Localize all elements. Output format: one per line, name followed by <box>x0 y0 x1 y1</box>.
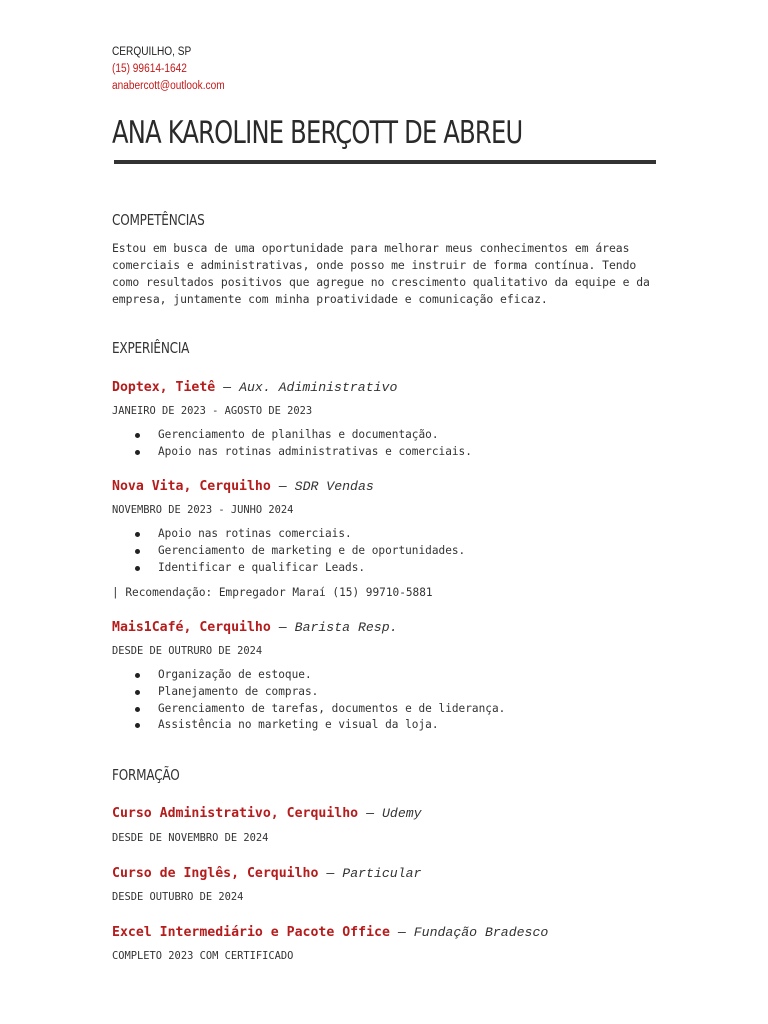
bullet-icon <box>135 450 140 455</box>
bullet-icon <box>135 433 140 438</box>
bullet-icon <box>135 673 140 678</box>
education-dash: — <box>326 866 335 881</box>
bullet-icon <box>135 566 140 571</box>
bullet-icon <box>135 532 140 537</box>
education-heading <box>112 924 548 942</box>
job-heading <box>112 619 398 637</box>
education-institution: Particular <box>342 866 422 881</box>
job-company: Doptex, Tietê <box>112 380 216 395</box>
job-recommendation: | Recomendação: Empregador Maraí (15) 99710-5881 <box>112 586 433 599</box>
job-dash: — <box>223 380 232 395</box>
bullet-text: Planejamento de compras. <box>158 684 319 698</box>
job-date: DESDE DE OUTRURO DE 2024 <box>112 645 263 657</box>
job-dash: — <box>278 620 287 635</box>
bullet-icon <box>135 549 140 554</box>
skills-line: comerciais e administrativas, onde posso me instruir de forma contínua. Tendo <box>112 258 637 272</box>
job-heading <box>112 478 374 496</box>
list-item <box>130 543 465 560</box>
list-item <box>130 701 505 718</box>
bullet-text: Organização de estoque. <box>158 668 312 681</box>
list-item <box>130 684 505 701</box>
education-date: COMPLETO 2023 COM CERTIFICADO <box>112 950 294 962</box>
job-date: NOVEMBRO DE 2023 - JUNHO 2024 <box>112 504 294 516</box>
job-company: Nova Vita, Cerquilho <box>112 479 271 494</box>
job-bullets <box>130 427 472 461</box>
bullet-text: Gerenciamento de tarefas, documentos e de liderança. <box>158 701 506 715</box>
education-date: DESDE OUTUBRO DE 2024 <box>112 891 244 903</box>
skills-line: Estou em busca de uma oportunidade para melhorar meus conhecimentos em áreas <box>112 241 630 255</box>
job-role: Barista Resp. <box>294 620 398 635</box>
education-date: DESDE DE NOVEMBRO DE 2024 <box>112 832 269 844</box>
list-item <box>130 667 505 684</box>
skills-line: como resultados positivos que agregue no crescimento qualitativo da equipe e da <box>112 275 650 289</box>
list-item <box>130 526 465 543</box>
skills-paragraph <box>112 240 672 308</box>
education-course: Curso de Inglês, Cerquilho <box>112 866 319 881</box>
education-heading <box>112 865 421 883</box>
job-dash: — <box>278 479 287 494</box>
education-dash: — <box>366 806 375 821</box>
skills-line: empresa, juntamente com minha proatividade e comunicação eficaz. <box>112 292 548 306</box>
job-date: JANEIRO DE 2023 - AGOSTO DE 2023 <box>112 405 313 417</box>
contact-block <box>112 44 225 95</box>
bullet-icon <box>135 723 140 728</box>
job-company: Mais1Café, Cerquilho <box>112 620 271 635</box>
job-role: Aux. Adiministrativo <box>239 380 398 395</box>
education-course: Excel Intermediário e Pacote Office <box>112 925 390 940</box>
section-title-experience: EXPERIÊNCIA <box>112 339 190 357</box>
name-divider <box>114 160 656 164</box>
list-item <box>130 560 465 577</box>
list-item <box>130 717 505 734</box>
list-item <box>130 444 472 461</box>
job-role: SDR Vendas <box>294 479 374 494</box>
education-course: Curso Administrativo, Cerquilho <box>112 806 359 821</box>
bullet-text: Gerenciamento de planilhas e documentação. <box>158 428 439 441</box>
bullet-icon <box>135 690 140 695</box>
contact-email[interactable]: anabercott@outlook.com <box>112 80 225 92</box>
job-bullets <box>130 526 465 576</box>
list-item <box>130 427 472 444</box>
job-bullets <box>130 667 505 734</box>
bullet-text: Apoio nas rotinas administrativas e comerciais. <box>158 444 472 458</box>
section-title-education: FORMAÇÃO <box>112 766 180 784</box>
education-institution: Fundação Bradesco <box>413 925 549 940</box>
education-dash: — <box>397 925 406 940</box>
bullet-text: Identificar e qualificar Leads. <box>158 560 366 574</box>
candidate-name: ANA KAROLINE BERÇOTT DE ABREU <box>112 115 523 151</box>
job-heading <box>112 379 397 397</box>
bullet-text: Gerenciamento de marketing e de oportunidades. <box>158 543 466 557</box>
bullet-text: Assistência no marketing e visual da loja. <box>158 718 439 732</box>
bullet-text: Apoio nas rotinas comerciais. <box>158 527 352 540</box>
education-heading <box>112 805 422 823</box>
section-title-skills: COMPETÊNCIAS <box>112 211 205 229</box>
bullet-icon <box>135 707 140 712</box>
contact-location: CERQUILHO, SP <box>112 46 192 58</box>
contact-phone[interactable]: (15) 99614-1642 <box>112 63 187 75</box>
education-institution: Udemy <box>382 806 422 821</box>
